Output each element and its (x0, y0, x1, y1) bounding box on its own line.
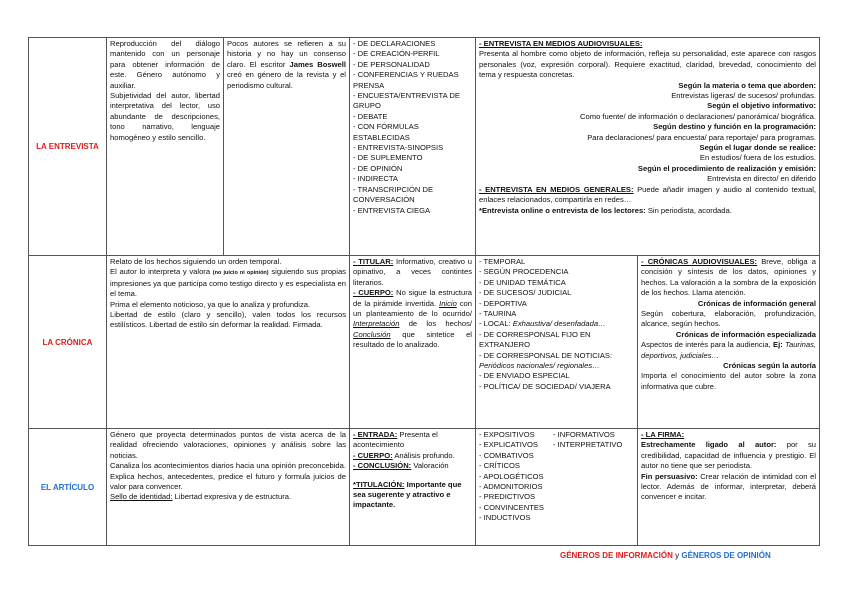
definition-cell (107, 38, 224, 256)
type-item: - TRANSCRIPCIÓN DE CONVERSACIÓN (353, 184, 434, 205)
type-item: - APOLOGÉTICOS (479, 471, 544, 481)
criteria-text: En estudios/ fuera de los estudios. (699, 153, 816, 163)
type-item: - CON FÓRMULAS ESTABLECIDAS (353, 122, 419, 142)
criteria-heading: Según destino y función en la programación: (653, 122, 816, 132)
av-example-label: Ej: (773, 340, 786, 350)
type-item: - DE PERSONALIDAD (353, 59, 430, 69)
fin-text: Crear relación de intimidad con el lector. Además de informar, interpretar, deberá convencer e incitar. (641, 471, 817, 502)
definition-cell (107, 256, 350, 429)
type-item: - ENTREVISTA CIEGA (353, 205, 431, 215)
types-cell (476, 256, 638, 429)
structure-label: - TITULAR: (353, 257, 394, 266)
general-title: - ENTREVISTA EN MEDIOS GENERALES: (479, 184, 634, 194)
fin-label: Fin persuasivo: (641, 471, 698, 481)
type-item: - ADMONITORIOS (479, 482, 543, 492)
type-item: - DE CREACIÓN-PERFIL (353, 49, 440, 59)
type-item: - TEMPORAL (479, 257, 526, 266)
legend-opinion: GÉNEROS DE OPINIÓN (681, 551, 771, 560)
type-item: - DEPORTIVA (479, 298, 527, 308)
origin-text: Pocos autores se refieren a su historia y no hay un consenso claro. El escritor (227, 39, 346, 69)
type-item: - SEGÚN PROCEDENCIA (479, 267, 569, 277)
structure-text: de los hechos/ (399, 319, 472, 329)
legend-info: GÉNEROS DE INFORMACIÓN (560, 551, 673, 560)
type-note: Periódicos nacionales/ regionales… (479, 361, 600, 371)
criteria-text: Para declaraciones/ para encuesta/ para reportaje/ para programas. (587, 132, 816, 142)
type-item: - INDIRECTA (353, 174, 398, 184)
row-label-entrevista (29, 38, 107, 256)
audiovisual-cell (638, 256, 820, 429)
av-heading: Crónicas según la autoría (723, 361, 816, 371)
criteria-heading: Según el lugar donde se realice: (699, 143, 816, 153)
criteria-text: Entrevistas ligeras/ de sucesos/ profundas. (671, 91, 816, 101)
row-entrevista (29, 38, 820, 256)
type-item: - CONVINCENTES (479, 502, 544, 512)
sello-text: Libertad expresiva y de estructura. (172, 492, 292, 502)
types-cell (476, 429, 638, 546)
row-label-articulo (29, 429, 107, 546)
type-item: - DE CORRESPONSAL DE NOTICIAS: (479, 350, 613, 360)
av-heading: Crónicas de información general (697, 298, 816, 308)
type-item: - COMBATIVOS (479, 450, 534, 460)
type-item: - TAURINA (479, 309, 517, 319)
type-item: - DE SUPLEMENTO (353, 153, 423, 163)
definition-text: Libertad de estilo (claro y sencillo), valen todos los recursos estilísticos. Libertad de estilo sin deformar la realidad. Firmada. (110, 310, 346, 330)
av-text: Aspectos de interés para la audiencia, (641, 340, 774, 350)
definition-text: El autor lo interpreta y valora (110, 267, 213, 277)
definition-cell (107, 429, 350, 546)
type-item: - PREDICTIVOS (479, 492, 536, 502)
type-item: - DE UNIDAD TEMÁTICA (479, 277, 566, 287)
type-item: - CRÍTICOS (479, 461, 520, 471)
criteria-text: Entrevista en directo/ en diferido (707, 174, 816, 184)
criteria-text: Como fuente/ de información o declaraciones/ panorámica/ biográfica. (580, 111, 816, 121)
online-title: *Entrevista online o entrevista de los lectores: (479, 205, 646, 215)
definition-text: Género que proyecta determinados puntos de vista acerca de la realidad ofreciendo valoraciones, opiniones y análisis sobre las noticias. (110, 430, 346, 460)
structure-cell (350, 256, 476, 429)
type-item: - LOCAL: (479, 319, 513, 329)
structure-text: con un planteamiento de lo ocurrido/ (353, 298, 473, 319)
structure-text: No sigue la estructura de la pirámide invertida. (353, 288, 472, 308)
row-label-cronica (29, 256, 107, 429)
definition-text: siguiendo sus propias impresiones ya que participa como testigo directo y es especialista en el tema. (110, 267, 346, 299)
structure-text: que sintetice el resultado de lo analizado. (353, 329, 472, 350)
type-item: - INDUCTIVOS (479, 513, 531, 523)
criteria-heading: Según el procedimiento de realización y emisión: (637, 163, 816, 173)
firma-title: - LA FIRMA: (641, 430, 685, 439)
label-text: LA CRÓNICA (42, 337, 93, 347)
av-heading: Crónicas de información especializada (675, 329, 816, 339)
structure-text: Importante que sea sugerente y atractivo e impactante. (353, 479, 462, 510)
av-text: Importa el conocimiento del autor sobre la zona informativa que cubre. (641, 371, 816, 391)
label-text: EL ARTÍCULO (40, 482, 95, 492)
type-item: - DEBATE (353, 111, 388, 121)
structure-text: Informativo, creativo u opinativo, a veces contintes literarios. (353, 257, 472, 287)
origin-cell (224, 38, 350, 256)
av-text: Según cobertura, elaboración, profundización, alcance, según hechos. (641, 309, 816, 329)
label-text: LA ENTREVISTA (36, 142, 99, 151)
type-item: - CONFERENCIAS Y RUEDAS PRENSA (353, 70, 459, 90)
types-cell (350, 38, 476, 256)
definition-text: Prima el elemento noticioso, ya que lo analiza y profundiza. (110, 299, 311, 309)
type-item: - ENCUESTA/ENTREVISTA DE GRUPO (353, 91, 460, 111)
type-item: - DE ENVIADO ESPECIAL (479, 371, 570, 381)
type-item: - INTERPRETATIVO (553, 440, 623, 450)
media-title: - ENTREVISTA EN MEDIOS AUDIOVISUALES: (479, 39, 643, 48)
definition-text: Reproducción del diálogo mantenido con un personaje para obtener información de este. Género autónomo y auxiliar. (110, 39, 220, 90)
type-item: - ENTREVISTA-SINOPSIS (353, 143, 444, 153)
criteria-heading: Según el objetivo informativo: (707, 101, 816, 111)
row-cronica (29, 256, 820, 429)
definition-text: Canaliza los acontecimientos diarios hacia una opinión preconcebida. Explica hechos, antecedentes, predice el futuro y formula juicios de valor para convencer. (110, 461, 346, 492)
structure-term: Inicio (439, 298, 457, 308)
media-intro: Presenta al hombre como objeto de información, refleja su personalidad, este aparece con rasgos personales (voz, expresión corporal). Requiere exactitud, claridad, brevedad, conocimiento del tema y respuesta concretas. (479, 49, 816, 80)
structure-term: Interpretación (353, 319, 400, 329)
type-item: - DE OPINIÓN (353, 163, 403, 173)
type-item: - INFORMATIVOS (553, 430, 615, 439)
row-articulo (29, 429, 820, 546)
firma-text: por su credibilidad, capacidad de influencia y prestigio. El autor no tiene que ser periodista. (641, 440, 817, 471)
sello-label: Sello de identidad: (110, 492, 173, 502)
online-text: Sin periodista, acordada. (645, 205, 732, 215)
origin-author: James Boswell (289, 59, 346, 69)
structure-text: Análisis profundo. (392, 450, 455, 460)
firma-label: Estrechamente ligado al autor: (641, 440, 777, 450)
av-text: Breve, obliga a concisión y síntesis de los datos, opiniones y hechos. La valoración a la sombra de la exposición de los hechos. Llama atención. (641, 257, 816, 298)
structure-label: - CUERPO: (353, 450, 393, 460)
type-item: - POLÍTICA/ DE SOCIEDAD/ VIAJERA (479, 381, 611, 391)
structure-text: Presenta el acontecimiento (353, 430, 438, 450)
structure-label: - CUERPO: (353, 288, 394, 298)
criteria-heading: Según la materia o tema que aborden: (678, 80, 816, 90)
structure-text: Valoración (411, 461, 449, 471)
structure-label: - ENTRADA: (353, 430, 398, 439)
type-item: - EXPLICATIVOS (479, 440, 538, 450)
general-text: Puede añadir imagen y audio al contenido textual, enlaces relacionados, compartirla en redes… (479, 184, 817, 205)
structure-cell (350, 429, 476, 546)
type-note: Exhaustiva/ desenfadada… (512, 319, 606, 329)
origin-text: creó en género de la revista y el periodismo cultural. (227, 70, 346, 90)
media-cell (476, 38, 820, 256)
type-item: - DE SUCESOS/ JUDICIAL (479, 288, 572, 298)
genres-table (28, 37, 820, 546)
structure-term: Conclusión (353, 329, 391, 339)
type-item: - DE DECLARACIONES (353, 39, 436, 48)
legend-connector: y (675, 551, 680, 560)
structure-label: - CONCLUSIÓN: (353, 461, 412, 471)
definition-text: Relato de los hechos siguiendo un orden temporal. (110, 257, 282, 266)
type-item: - DE CORRESPONSAL FIJO EN EXTRANJERO (479, 329, 591, 350)
structure-label: *TITULACIÓN: (353, 479, 405, 489)
av-title: - CRÓNICAS AUDIOVISUALES: (641, 257, 758, 266)
definition-text: Subjetividad del autor, libertad interpretativa del lector, uso abundante de descripciones, tono narrativo, lenguaje homogéneo y estilo sencillo. (110, 91, 220, 142)
legend-footer (560, 551, 771, 560)
av-example: Taurinas, deportivos, judiciales… (641, 340, 816, 360)
type-item: - EXPOSITIVOS (479, 430, 535, 439)
definition-note: (no juicio ni opinión) (212, 270, 269, 277)
firma-cell (638, 429, 820, 546)
